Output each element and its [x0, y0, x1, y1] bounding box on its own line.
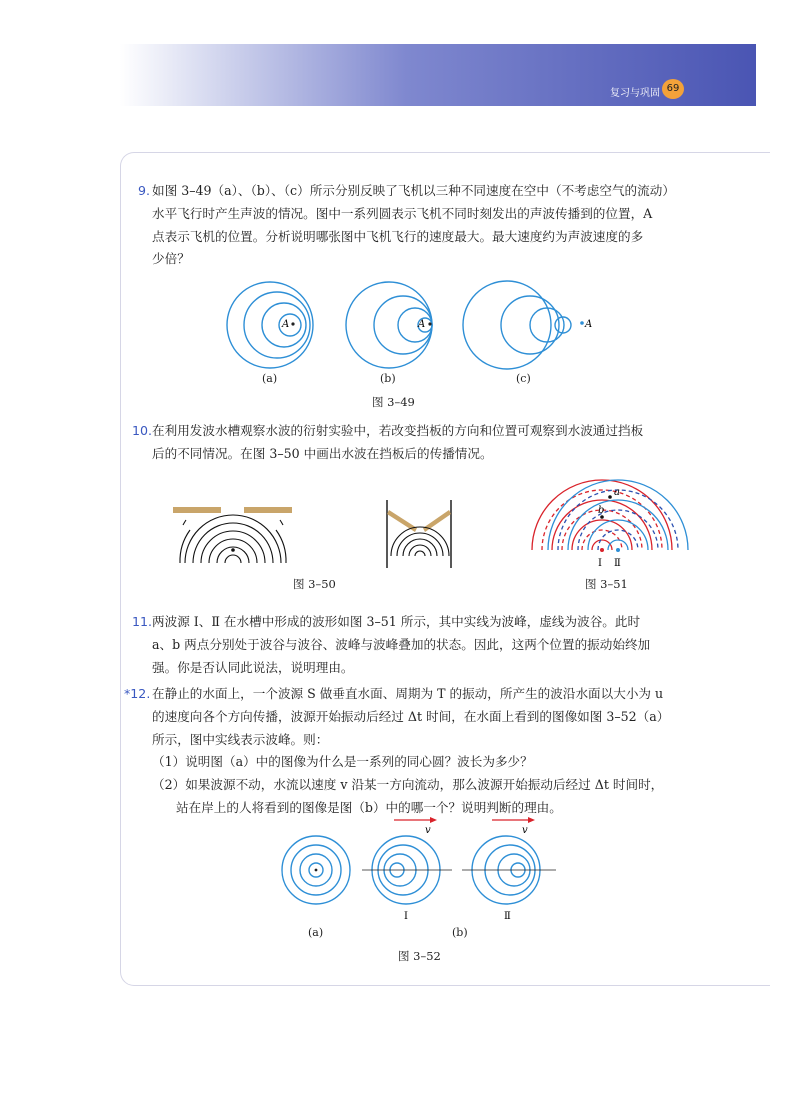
- problem-number: 11.: [132, 614, 153, 629]
- problem-number: 10.: [132, 423, 153, 438]
- option-1-label: Ⅰ: [404, 911, 408, 922]
- problem-number: 9.: [138, 183, 151, 198]
- text-line: 在静止的水面上，一个波源 S 做垂直水面、周期为 T 的振动，所产生的波沿水面以大小为 u: [152, 686, 664, 701]
- problem-12: [124, 683, 712, 820]
- text-line: 水平飞行时产生声波的情况。图中一系列圆表示飞机不同时刻发出的声波传播到的位置，A: [152, 205, 653, 221]
- figure-3-49: [225, 278, 605, 373]
- text-line: 两波源 Ⅰ、Ⅱ 在水槽中形成的波形如图 3–51 所示，其中实线为波峰，虚线为波谷。此时: [152, 614, 641, 629]
- text-line: 少倍？: [152, 251, 190, 267]
- source-2-label: Ⅱ: [614, 558, 621, 569]
- text-line: 的速度向各个方向传播，波源开始振动后经过 Δt 时间，在水面上看到的图像如图 3–52（a）: [152, 708, 670, 724]
- text-line: 后的不同情况。在图 3–50 中画出水波在挡板后的传播情况。: [152, 445, 493, 461]
- section-title: 复习与巩固: [610, 88, 660, 99]
- point-a-label: A: [585, 319, 593, 330]
- sub-question-2-cont: 站在岸上的人将看到的图像是图（b）中的哪一个？说明判断的理由。: [176, 799, 562, 815]
- problem-9: [138, 180, 712, 271]
- figure-caption: 图 3–51: [585, 577, 628, 591]
- source-1-label: Ⅰ: [598, 558, 602, 569]
- subfigure-b-label: (b): [452, 926, 468, 939]
- figure-3-52: [280, 815, 580, 925]
- page-number-badge: 69: [662, 79, 684, 99]
- point-a-label: a: [614, 487, 620, 498]
- problem-number: *12.: [124, 686, 151, 701]
- figure-3-51: [530, 480, 690, 575]
- figure-caption: 图 3–49: [372, 395, 415, 409]
- sub-question-1: （1）说明图（a）中的图像为什么是一系列的同心圆？波长为多少？: [152, 754, 533, 770]
- text-line: a、b 两点分别处于波谷与波谷、波峰与波峰叠加的状态。因此，这两个位置的振动始终加: [152, 636, 651, 652]
- subfigure-a-label: (a): [308, 926, 324, 939]
- problem-11: [132, 611, 712, 679]
- text-line: 如图 3–49（a）、（b）、（c）所示分别反映了飞机以三种不同速度在空中（不考虑空气的流动）: [152, 183, 675, 198]
- text-line: 强。你是否认同此说法，说明理由。: [152, 659, 354, 675]
- option-2-label: Ⅱ: [504, 911, 511, 922]
- figure-caption: 图 3–52: [398, 949, 441, 963]
- subfigure-c-label: (c): [516, 372, 531, 385]
- subfigure-a-label: (a): [262, 372, 278, 385]
- figure-3-50-right: [385, 498, 455, 570]
- text-line: 点表示飞机的位置。分析说明哪张图中飞机飞行的速度最大。最大速度约为声波速度的多: [152, 228, 644, 244]
- header-banner: [120, 44, 756, 106]
- figure-3-50-left: [170, 500, 305, 570]
- point-b-label: b: [598, 505, 605, 516]
- figure-caption: 图 3–50: [293, 577, 336, 591]
- text-line: 所示，图中实线表示波峰。则：: [152, 731, 329, 747]
- point-a-label: A: [418, 319, 426, 330]
- text-line: 在利用发波水槽观察水波的衍射实验中，若改变挡板的方向和位置可观察到水波通过挡板: [152, 423, 644, 438]
- velocity-label: v: [522, 825, 528, 836]
- subfigure-b-label: (b): [380, 372, 396, 385]
- velocity-label: v: [425, 825, 431, 836]
- problem-10: [132, 420, 712, 466]
- sub-question-2: （2）如果波源不动，水流以速度 v 沿某一方向流动，那么波源开始振动后经过 Δt 时间时，: [152, 777, 664, 793]
- point-a-label: A: [282, 319, 290, 330]
